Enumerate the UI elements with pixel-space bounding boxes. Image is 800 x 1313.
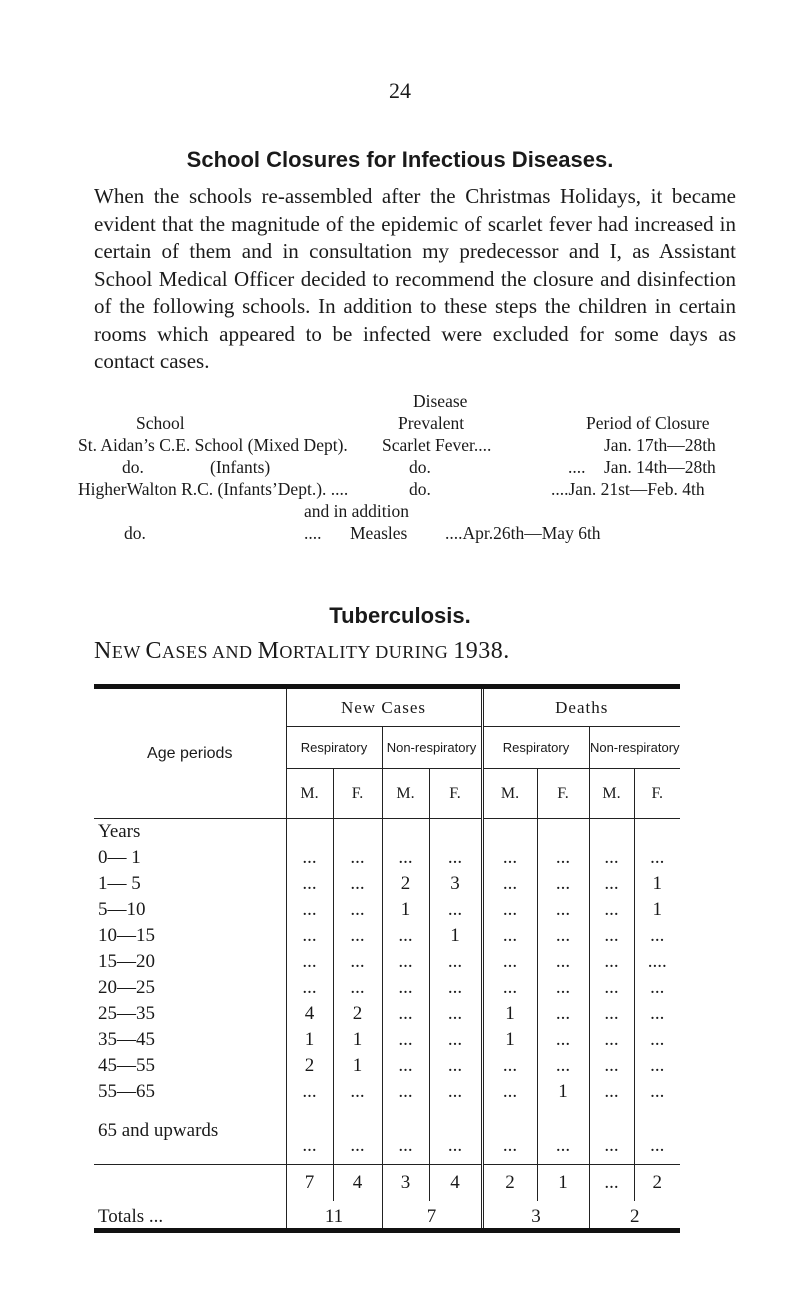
table-cell: 1 bbox=[634, 897, 680, 923]
table-cell: ... bbox=[333, 1079, 382, 1105]
table-cell: ... bbox=[537, 871, 589, 897]
table-cell: ... bbox=[429, 845, 482, 871]
table-cell: ... bbox=[634, 1105, 680, 1157]
table-cell: ... bbox=[537, 897, 589, 923]
total-cell: 2 bbox=[634, 1165, 680, 1201]
table-cell: 1 bbox=[537, 1079, 589, 1105]
table-cell: ... bbox=[286, 845, 333, 871]
total-cell: 4 bbox=[429, 1165, 482, 1201]
table-row bbox=[94, 1053, 680, 1079]
sub-non-respiratory: Non-respiratory bbox=[589, 727, 680, 769]
header-disease: Disease bbox=[413, 391, 468, 411]
table-cell: ... bbox=[429, 949, 482, 975]
age-period: 45—55 bbox=[98, 1054, 155, 1076]
col-f: F. bbox=[333, 769, 382, 819]
table-cell: ... bbox=[382, 1105, 429, 1157]
table-cell: ... bbox=[537, 975, 589, 1001]
age-period: 1— 5 bbox=[98, 872, 141, 894]
col-m: M. bbox=[589, 769, 634, 819]
header-prevalent: Prevalent bbox=[398, 413, 465, 433]
table-cell: ... bbox=[634, 975, 680, 1001]
closure-period: ....Jan. 21st—Feb. 4th bbox=[551, 479, 705, 499]
closure-school: HigherWalton R.C. (Infants’Dept.). .... bbox=[78, 479, 349, 499]
tuberculosis-table bbox=[94, 684, 680, 1233]
closure-disease: do. bbox=[409, 457, 431, 477]
table-cell: 1 bbox=[286, 1027, 333, 1053]
table-cell: 1 bbox=[333, 1053, 382, 1079]
sub-non-respiratory: Non-respiratory bbox=[382, 727, 482, 769]
table-cell: 3 bbox=[429, 871, 482, 897]
table-cell: .... bbox=[634, 949, 680, 975]
section-title-tuberculosis: Tuberculosis. bbox=[329, 603, 471, 628]
table-cell: ... bbox=[482, 1105, 537, 1157]
table-cell: 1 bbox=[482, 1001, 537, 1027]
age-period: 25—35 bbox=[98, 1002, 155, 1024]
table-cell: ... bbox=[333, 975, 382, 1001]
age-period: 5—10 bbox=[98, 898, 146, 920]
table-cell: ... bbox=[589, 1105, 634, 1157]
table-cell: ... bbox=[429, 1079, 482, 1105]
table-subtitle: NEW CASES AND MORTALITY DURING 1938. bbox=[94, 638, 510, 664]
table-cell: ... bbox=[589, 845, 634, 871]
table-cell: ... bbox=[286, 975, 333, 1001]
total-cell: ... bbox=[589, 1165, 634, 1201]
table-cell: ... bbox=[589, 1027, 634, 1053]
table-cell: ... bbox=[634, 845, 680, 871]
group-total-cell: 3 bbox=[482, 1201, 589, 1231]
group-new-cases: New Cases bbox=[286, 687, 482, 727]
table-cell: ... bbox=[382, 1079, 429, 1105]
col-age-periods: Age periods bbox=[94, 687, 286, 819]
age-period: 15—20 bbox=[98, 950, 155, 972]
table-cell: ... bbox=[429, 897, 482, 923]
section-title-school-closures: School Closures for Infectious Diseases. bbox=[186, 147, 614, 172]
table-cell: ... bbox=[589, 1001, 634, 1027]
table-cell: ... bbox=[333, 1105, 382, 1157]
table-cell: ... bbox=[429, 1027, 482, 1053]
table-cell: ... bbox=[589, 1079, 634, 1105]
table-cell: ... bbox=[537, 1027, 589, 1053]
years-label: Years bbox=[98, 820, 141, 842]
closure-period: Jan. 17th—28th bbox=[604, 435, 716, 455]
table-row bbox=[94, 897, 680, 923]
table-cell: ... bbox=[333, 871, 382, 897]
col-m: M. bbox=[286, 769, 333, 819]
table-cell: ... bbox=[286, 923, 333, 949]
table-cell: 1 bbox=[482, 1027, 537, 1053]
closure-period: Jan. 14th—28th bbox=[604, 457, 716, 477]
total-cell: 3 bbox=[382, 1165, 429, 1201]
table-cell: ... bbox=[634, 923, 680, 949]
table-cell: ... bbox=[537, 949, 589, 975]
table-cell: ... bbox=[382, 1001, 429, 1027]
table-cell: ... bbox=[382, 949, 429, 975]
table-cell: 1 bbox=[333, 1027, 382, 1053]
closure-school: St. Aidan’s C.E. School (Mixed Dept). bbox=[78, 435, 348, 455]
table-cell: ... bbox=[537, 1001, 589, 1027]
table-cell: 1 bbox=[382, 897, 429, 923]
total-cell: 1 bbox=[537, 1165, 589, 1201]
closure-dept: (Infants) bbox=[210, 457, 271, 477]
table-cell: ... bbox=[382, 975, 429, 1001]
closure-school: do. bbox=[124, 523, 146, 543]
table-cell: ... bbox=[482, 845, 537, 871]
table-cell: ... bbox=[333, 897, 382, 923]
age-period: 35—45 bbox=[98, 1028, 155, 1050]
table-cell: ... bbox=[429, 1053, 482, 1079]
table-cell: ... bbox=[482, 975, 537, 1001]
table-cell: ... bbox=[382, 1027, 429, 1053]
table-cell: ... bbox=[482, 949, 537, 975]
age-period: 10—15 bbox=[98, 924, 155, 946]
table-cell: 2 bbox=[382, 871, 429, 897]
table-cell: 2 bbox=[286, 1053, 333, 1079]
table-cell: ... bbox=[589, 975, 634, 1001]
table-cell: ... bbox=[482, 1079, 537, 1105]
closure-disease: Measles bbox=[350, 523, 408, 543]
table-cell: ... bbox=[286, 1105, 333, 1157]
table-row bbox=[94, 871, 680, 897]
table-cell: ... bbox=[634, 1027, 680, 1053]
table-cell: ... bbox=[286, 1079, 333, 1105]
sub-respiratory: Respiratory bbox=[286, 727, 382, 769]
table-cell: ... bbox=[482, 1053, 537, 1079]
table-cell: 1 bbox=[429, 923, 482, 949]
table-cell: 4 bbox=[286, 1001, 333, 1027]
closure-dots: .... bbox=[304, 523, 322, 543]
table-cell: ... bbox=[537, 923, 589, 949]
total-cell: 4 bbox=[333, 1165, 382, 1201]
table-cell: ... bbox=[429, 975, 482, 1001]
table-cell: ... bbox=[634, 1053, 680, 1079]
table-row bbox=[94, 949, 680, 975]
table-cell: ... bbox=[482, 897, 537, 923]
closure-paragraph: When the schools re-assembled after the Christmas Holidays, it became evident that the magnitude of the epidemic of scarlet fever had increased in certain of them and in consultation my predecessor and I, as Assistant School Medical Officer decided to recommend the closure and disinfection of the following schools. In addition to these steps the children in certain rooms which appeared to be infected were excluded for some days as contact cases. bbox=[94, 184, 736, 373]
col-m: M. bbox=[482, 769, 537, 819]
closure-disease: Scarlet Fever.... bbox=[382, 435, 492, 455]
totals-label: Totals ... bbox=[98, 1206, 164, 1227]
col-f: F. bbox=[634, 769, 680, 819]
closure-note: and in addition bbox=[304, 501, 409, 521]
table-cell: ... bbox=[589, 1053, 634, 1079]
age-period: 65 and upwards bbox=[98, 1119, 219, 1141]
table-cell: ... bbox=[286, 871, 333, 897]
col-m: M. bbox=[382, 769, 429, 819]
col-f: F. bbox=[537, 769, 589, 819]
table-cell: ... bbox=[589, 923, 634, 949]
table-cell: ... bbox=[286, 897, 333, 923]
closure-schedule bbox=[78, 390, 748, 544]
group-total-cell: 2 bbox=[589, 1201, 680, 1231]
table-row bbox=[94, 1079, 680, 1105]
table-cell: ... bbox=[537, 845, 589, 871]
table-row bbox=[94, 1027, 680, 1053]
table-cell: ... bbox=[589, 949, 634, 975]
table-cell: ... bbox=[537, 1053, 589, 1079]
table-cell: ... bbox=[429, 1105, 482, 1157]
table-cell: ... bbox=[382, 923, 429, 949]
table-cell: 1 bbox=[634, 871, 680, 897]
table-cell: ... bbox=[382, 845, 429, 871]
table-cell: ... bbox=[634, 1001, 680, 1027]
header-school: School bbox=[136, 413, 185, 433]
table-row bbox=[94, 1105, 680, 1157]
closure-disease: do. bbox=[409, 479, 431, 499]
table-cell: ... bbox=[382, 1053, 429, 1079]
col-f: F. bbox=[429, 769, 482, 819]
table-row bbox=[94, 1001, 680, 1027]
table-cell: ... bbox=[333, 923, 382, 949]
table-cell: ... bbox=[589, 897, 634, 923]
group-deaths: Deaths bbox=[482, 687, 680, 727]
table-cell: ... bbox=[482, 871, 537, 897]
age-period: 0— 1 bbox=[98, 846, 141, 868]
total-cell: 2 bbox=[482, 1165, 537, 1201]
table-cell: ... bbox=[482, 923, 537, 949]
total-cell: 7 bbox=[286, 1165, 333, 1201]
group-total-cell: 7 bbox=[382, 1201, 482, 1231]
table-row bbox=[94, 845, 680, 871]
table-cell: ... bbox=[286, 949, 333, 975]
group-total-cell: 11 bbox=[286, 1201, 382, 1231]
table-cell: ... bbox=[537, 1105, 589, 1157]
table-cell: ... bbox=[333, 845, 382, 871]
age-period: 55—65 bbox=[98, 1080, 155, 1102]
sub-respiratory: Respiratory bbox=[482, 727, 589, 769]
table-cell: ... bbox=[429, 1001, 482, 1027]
table-cell: ... bbox=[589, 871, 634, 897]
table-row bbox=[94, 975, 680, 1001]
table-cell: ... bbox=[333, 949, 382, 975]
closure-school: do. bbox=[122, 457, 144, 477]
age-period: 20—25 bbox=[98, 976, 155, 998]
table-cell: 2 bbox=[333, 1001, 382, 1027]
page-number: 24 bbox=[389, 78, 411, 103]
table-row bbox=[94, 923, 680, 949]
header-period: Period of Closure bbox=[586, 413, 710, 433]
closure-dots: .... bbox=[568, 457, 586, 477]
table-cell: ... bbox=[634, 1079, 680, 1105]
closure-period: ....Apr.26th—May 6th bbox=[445, 523, 601, 543]
